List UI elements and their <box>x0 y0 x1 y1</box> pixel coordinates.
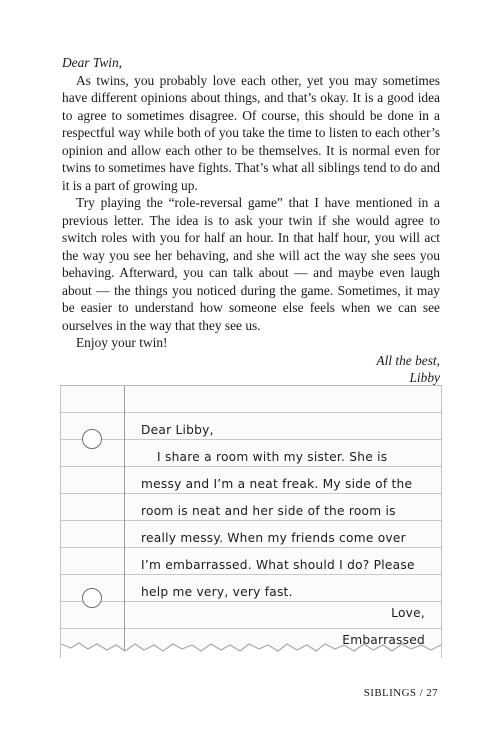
notebook-paper-note <box>60 385 442 658</box>
torn-edge-icon <box>61 386 441 658</box>
letter-salutation: Dear Twin, <box>62 55 123 70</box>
running-head: SIBLINGS / 27 <box>363 687 438 699</box>
letter-signature: Libby <box>409 370 440 385</box>
letter-signoff: All the best, <box>376 352 440 368</box>
note-salutation: Dear Libby, <box>141 423 214 437</box>
letter-body <box>62 54 440 387</box>
note-line: room is neat and her side of the room is <box>141 504 396 518</box>
note-line: I share a room with my sister. She is <box>157 450 388 464</box>
letter-paragraph: As twins, you probably love each other, yet you may sometimes have different opinions about things, and that’s okay. It is a good idea to agree to sometimes disagree. Of course, this should be done in a respectful way while both of you take the time to listen to each other’s opinion and allow each other to be themselves. It is normal even for twins to sometimes have fights. That’s what all siblings tend to do and it is a part of growing up. <box>62 72 440 193</box>
note-line: really messy. When my friends come over <box>141 531 406 545</box>
note-line: I’m embarrassed. What should I do? Please <box>141 558 415 572</box>
letter-paragraph: Try playing the “role-reversal game” that I have mentioned in a previous letter. The idea is to ask your twin if she would agree to switch roles with you for half an hour. In that half hour, you will act the way you see her behaving, and she will act the way she sees you behaving. Afterward, you can talk about — and maybe even laugh about — the things you noticed during the game. Sometimes, it may be easier to understand how someone else feels when we can see ourselves in the way that they see us. <box>62 195 440 333</box>
letter-closing: Enjoy your twin! <box>76 335 168 350</box>
note-signature: Embarrassed <box>342 633 425 647</box>
note-closing: Love, <box>391 606 425 620</box>
note-line: help me very, very fast. <box>141 585 293 599</box>
note-line: messy and I’m a neat freak. My side of the <box>141 477 413 491</box>
